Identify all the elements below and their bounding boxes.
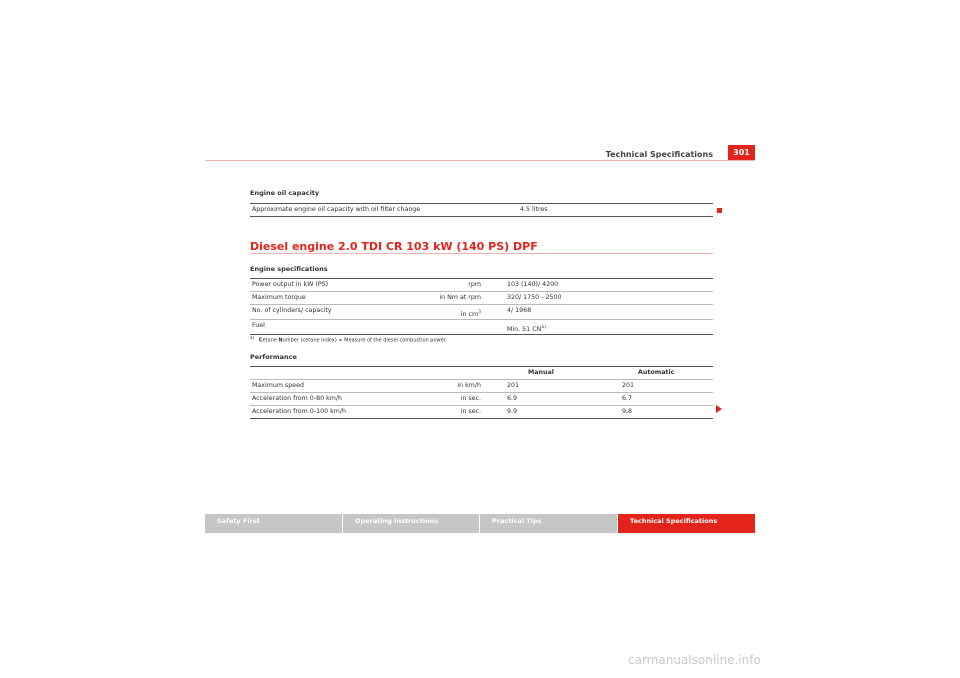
table-row	[250, 406, 713, 418]
oil-capacity-value: 4.5 litres	[520, 206, 548, 213]
oil-capacity-table	[250, 203, 713, 217]
spec-value: 320/ 1750 - 2500	[507, 294, 562, 301]
footnote-text-part2: umber (cetane index) = Measure of the diesel combustion power.	[282, 337, 447, 344]
footnote-text-part1: etane	[262, 337, 279, 344]
performance-subtitle: Performance	[250, 353, 297, 361]
footer-nav-safety-first[interactable]: Safety First	[205, 514, 342, 533]
spec-unit: in Nm at rpm	[439, 294, 481, 301]
performance-unit: in km/h	[457, 382, 481, 389]
performance-automatic-value: 201	[622, 382, 635, 389]
section-end-marker-icon	[717, 208, 722, 213]
engine-specs-table	[250, 278, 713, 335]
footnote	[250, 335, 447, 344]
spec-label: Fuel	[252, 322, 265, 329]
section-title-divider	[250, 253, 713, 254]
performance-manual-value: 201	[507, 382, 520, 389]
spec-value: Min. 51 CN	[507, 326, 542, 334]
spec-label: Power output in kW (PS)	[252, 281, 329, 288]
spec-unit-group	[461, 310, 481, 318]
performance-automatic-value: 9,8	[622, 408, 633, 415]
table-row	[250, 305, 713, 320]
column-header-automatic: Automatic	[638, 369, 675, 376]
continue-arrow-icon	[716, 405, 722, 413]
spec-label: No. of cylinders/ capacity	[252, 307, 332, 314]
page-header-title: Technical Specifications	[605, 150, 713, 159]
performance-automatic-value: 6.7	[622, 395, 633, 402]
performance-manual-value: 6.9	[507, 395, 518, 402]
footnote-initial-c: C	[258, 337, 263, 344]
oil-capacity-subtitle: Engine oil capacity	[250, 189, 320, 197]
performance-table	[250, 366, 713, 419]
table-header-row	[250, 367, 713, 380]
watermark: carmanualsonline.info	[628, 653, 761, 667]
spec-value: 103 (140)/ 4200	[507, 281, 559, 288]
header-divider	[205, 160, 755, 161]
spec-unit: rpm	[468, 281, 481, 288]
table-row	[250, 380, 713, 393]
oil-capacity-label: Approximate engine oil capacity with oil filter change	[252, 206, 421, 213]
engine-specs-subtitle: Engine specifications	[250, 265, 328, 273]
performance-unit: in sec.	[460, 408, 481, 415]
spec-unit-superscript: 3	[478, 310, 481, 315]
footer-nav-technical-specifications[interactable]: Technical Specifications	[618, 514, 755, 533]
spec-label: Maximum torque	[252, 294, 306, 301]
performance-label: Acceleration from 0-100 km/h	[252, 408, 346, 415]
column-header-manual: Manual	[528, 369, 554, 376]
table-row	[250, 292, 713, 305]
table-row	[250, 279, 713, 292]
footer-nav-practical-tips[interactable]: Practical Tips	[480, 514, 617, 533]
footer-nav-operating-instructions[interactable]: Operating Instructions	[343, 514, 479, 533]
page-number: 301	[728, 145, 755, 161]
table-row	[250, 204, 713, 216]
footnote-reference: a)	[541, 325, 546, 330]
footnote-initial-n: N	[278, 337, 283, 344]
performance-unit: in sec.	[460, 395, 481, 402]
performance-label: Maximum speed	[252, 382, 305, 389]
spec-value: 4/ 1968	[507, 307, 532, 314]
section-title: Diesel engine 2.0 TDI CR 103 kW (140 PS) DPF	[250, 240, 538, 253]
table-row	[250, 393, 713, 406]
spec-unit: in cm	[460, 311, 479, 319]
table-row	[250, 320, 713, 334]
spec-value-group	[507, 325, 546, 333]
performance-label: Acceleration from 0-80 km/h	[252, 395, 342, 402]
footnote-marker: a)	[250, 335, 255, 340]
performance-manual-value: 9.9	[507, 408, 518, 415]
